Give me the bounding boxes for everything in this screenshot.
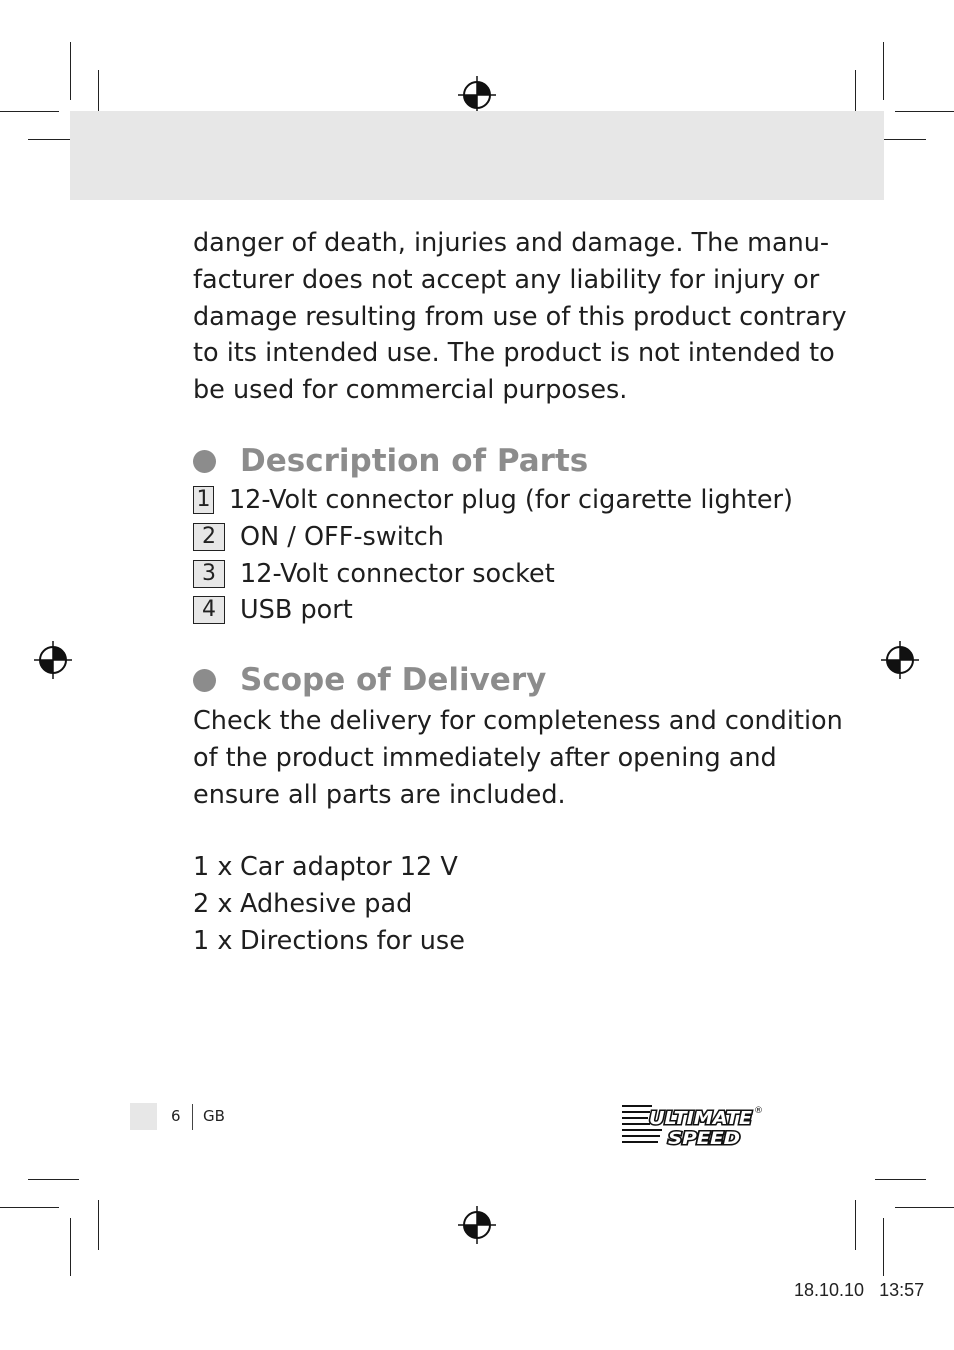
part-number: 1 <box>193 486 214 514</box>
print-stamp <box>794 1280 924 1301</box>
paragraph-line: be used for commercial purposes. <box>193 375 628 406</box>
registration-mark-icon <box>880 640 920 680</box>
paragraph-line: ensure all parts are included. <box>193 779 566 810</box>
paragraph-line: of the product immediately after opening and <box>193 742 777 773</box>
logo-registered-mark: ® <box>754 1106 763 1116</box>
brand-logo <box>622 1101 764 1147</box>
paragraph-line: Check the delivery for completeness and condition <box>193 706 843 736</box>
delivery-heading <box>193 659 546 701</box>
delivery-paragraph <box>193 703 843 813</box>
footer-divider <box>192 1104 193 1130</box>
crop-mark <box>855 1200 856 1250</box>
print-time: 13:57 <box>879 1280 925 1300</box>
crop-mark <box>883 1218 884 1276</box>
part-item <box>193 519 793 556</box>
paragraph-line: damage resulting from use of this product contrary <box>193 301 847 332</box>
delivery-qty: 1 x <box>193 852 233 883</box>
registration-mark-icon <box>33 640 73 680</box>
logo-text-ultimate: ULTIMATE <box>649 1108 753 1129</box>
intro-paragraph <box>193 225 847 409</box>
paragraph-line: danger of death, injuries and damage. The manu- <box>193 228 830 258</box>
part-label: 12-Volt connector socket <box>240 558 555 589</box>
logo-text-speed: SPEED <box>668 1129 740 1147</box>
page-number: 6 <box>171 1107 181 1125</box>
crop-mark <box>883 42 884 100</box>
delivery-list <box>193 849 693 959</box>
delivery-name: Adhesive pad <box>240 889 413 920</box>
delivery-qty: 1 x <box>193 925 233 956</box>
crop-mark <box>895 1207 954 1208</box>
part-number: 4 <box>193 596 225 624</box>
delivery-name: Car adaptor 12 V <box>240 852 458 883</box>
crop-mark <box>28 1179 79 1180</box>
crop-mark <box>70 42 71 100</box>
paragraph-line: to its intended use. The product is not intended to <box>193 338 835 369</box>
crop-mark <box>895 111 954 112</box>
delivery-qty: 2 x <box>193 889 233 920</box>
language-code: GB <box>203 1107 225 1125</box>
part-label: 12-Volt connector plug (for cigarette lighter) <box>228 485 793 516</box>
part-label: USB port <box>240 595 353 626</box>
part-item <box>193 482 793 519</box>
header-band <box>70 111 884 200</box>
crop-mark <box>70 1218 71 1276</box>
part-item <box>193 592 793 629</box>
crop-mark <box>98 1200 99 1250</box>
parts-heading <box>193 440 588 482</box>
crop-mark <box>0 111 59 112</box>
paragraph-line: facturer does not accept any liability for injury or <box>193 264 820 295</box>
crop-mark <box>0 1207 59 1208</box>
delivery-item <box>193 923 693 960</box>
part-number: 3 <box>193 560 225 588</box>
delivery-name: Directions for use <box>240 925 465 956</box>
part-item <box>193 555 793 592</box>
registration-mark-icon <box>457 1205 497 1245</box>
delivery-heading-text: Scope of Delivery <box>240 662 547 698</box>
footer-box <box>130 1103 157 1130</box>
part-label: ON / OFF-switch <box>240 522 444 553</box>
delivery-item <box>193 849 693 886</box>
parts-heading-text: Description of Parts <box>240 443 589 479</box>
parts-list <box>193 482 793 629</box>
print-date: 18.10.10 <box>794 1280 865 1300</box>
bullet-icon <box>193 450 216 473</box>
part-number: 2 <box>193 523 225 551</box>
bullet-icon <box>193 669 216 692</box>
delivery-item <box>193 886 693 923</box>
registration-mark-icon <box>457 75 497 115</box>
crop-mark <box>875 1179 926 1180</box>
